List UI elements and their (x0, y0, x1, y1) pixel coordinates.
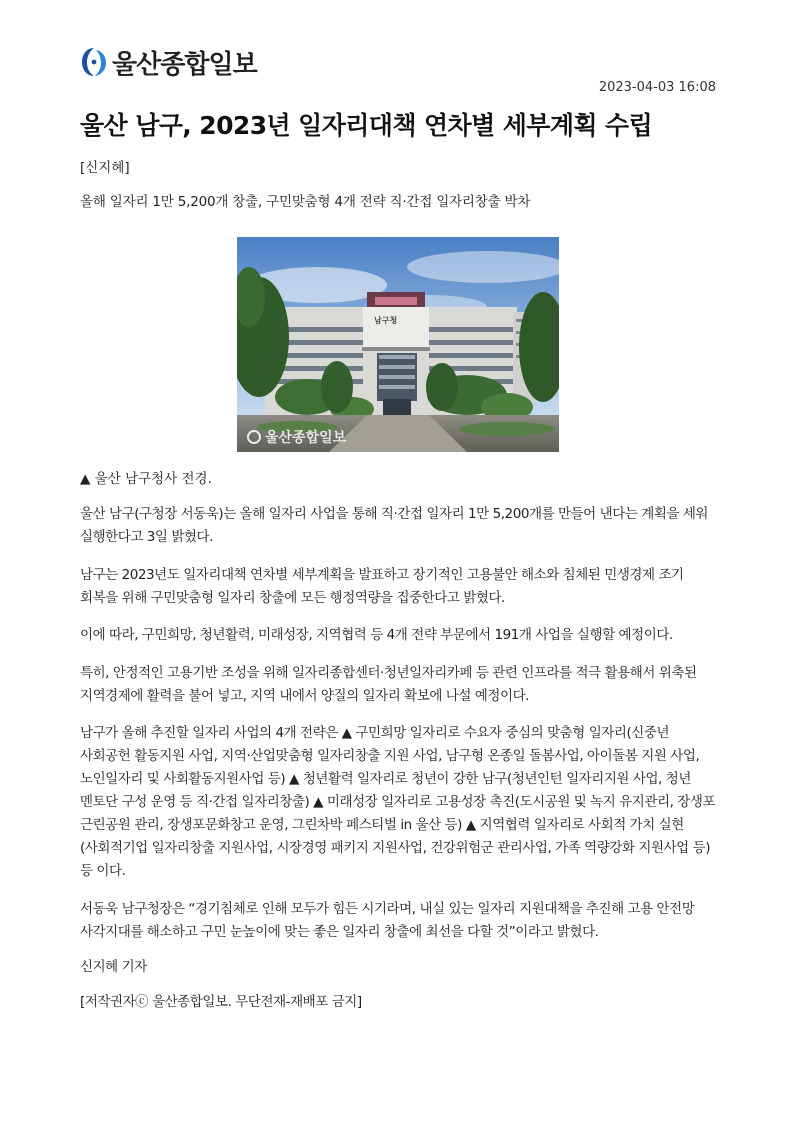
article-paragraph: 남구는 2023년도 일자리대책 연차별 세부계획을 발표하고 장기적인 고용불안 해소와 침체된 민생경제 조기 회복을 위해 구민맞춤형 일자리 창출에 모든 행정역량을 집중한다고 밝혔다. (80, 566, 684, 606)
reporter-signoff: 신지혜 기자 (80, 958, 147, 975)
newspaper-emblem-icon (80, 46, 108, 78)
article-photo (237, 237, 559, 452)
masthead-name: 울산종합일보 (112, 49, 257, 80)
building-sign: 남구청 (374, 316, 398, 325)
photo-watermark: 울산종합일보 (265, 430, 347, 446)
article-paragraph: 울산 남구(구청장 서동욱)는 올해 일자리 사업을 통해 직·간접 일자리 1만 5,200개를 만들어 낸다는 계획을 세워 실행한다고 3일 밝혔다. (80, 506, 709, 545)
article-paragraph: 특히, 안정적인 고용기반 조성을 위해 일자리종합센터·청년일자리카페 등 관련 인프라를 적극 활용해서 위축된 지역경제에 활력을 불어 넣고, 지역 내에서 양질의 일자리 확보에 나설 예정이다. (80, 664, 697, 704)
article-paragraph: 이에 따라, 구민희망, 청년활력, 미래성장, 지역협력 등 4개 전략 부문에서 191개 사업을 실행할 예정이다. (80, 627, 673, 643)
article-paragraph: 남구가 올해 추진할 일자리 사업의 4개 전략은 ▲ 구민희망 일자리로 수요자 중심의 맞춤형 일자리(신중년 사회공헌 활동지원 사업, 지역·산업맞춤형 일자리창출 지원 사업, 남구형 온종일 돌봄사업, 아이돌봄 지원 사업, 노인일자리 및 사회활동지원사업 등) ▲ 청년활력 일자리로 청년이 강한 남구(청년인턴 일자리지원 사업, 청년 멘토단 구성 운영 등 직·간접 일자리창출) ▲ 미래성장 일자리로 고용성장 촉진(도시공원 및 녹지 유지관리, 장생포 근린공원 관리, 장생포문화창고 운영, 그린차박 페스티벌 in 울산 등) ▲ 지역협력 일자리로 사회적 가치 실현(사회적기업 일자리창출 지원사업, 시장경영 패키지 지원사업, 건강위험군 관리사업, 가족 역량강화 지원사업 등) 등 이다. (80, 725, 716, 879)
photo-caption: ▲ 울산 남구청사 전경. (80, 471, 212, 487)
article-byline: [신지혜] (80, 160, 130, 176)
article-subtitle: 올해 일자리 1만 5,200개 창출, 구민맞춤형 4개 전략 직·간접 일자리창출 박차 (80, 194, 531, 210)
article-title: 울산 남구, 2023년 일자리대책 연차별 세부계획 수립 (80, 111, 653, 140)
published-datetime: 2023-04-03 16:08 (598, 80, 716, 95)
article-paragraph: 서동욱 남구청장은 “경기침체로 인해 모두가 힘든 시기라며, 내실 있는 일자리 지원대책을 추진해 고용 안전망 사각지대를 해소하고 구민 눈높이에 맞는 좋은 일자리 창출에 최선을 다할 것”이라고 밝혔다. (80, 900, 695, 940)
masthead-logo[interactable] (80, 44, 257, 80)
copyright-notice: [저작권자ⓒ 울산종합일보. 무단전재-재배포 금지] (80, 993, 362, 1010)
article-body (80, 503, 720, 1028)
